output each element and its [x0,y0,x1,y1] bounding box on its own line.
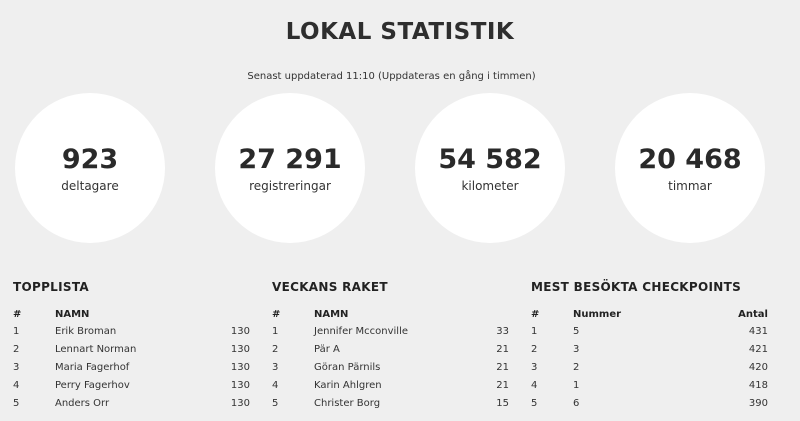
table-row [272,394,509,412]
number-cell: 6 [573,397,580,409]
stat-kilometers [415,93,565,243]
table-row [531,394,768,412]
table-header-row [531,306,768,322]
value-cell: 130 [230,379,250,391]
stat-value: 20 468 [638,143,742,175]
table-row [272,376,509,394]
rank-cell: 5 [531,397,538,409]
table-row [531,340,768,358]
stat-value: 54 582 [438,143,542,175]
count-cell: 431 [748,325,768,337]
page-title: LOKAL STATISTIK [285,19,515,45]
table-row [531,358,768,376]
table-row [13,358,250,376]
veckans-raket-heading: VECKANS RAKET [272,280,388,294]
count-cell: 420 [748,361,768,373]
table-row [13,394,250,412]
name-cell: Göran Pärnils [314,361,381,373]
stat-label: registreringar [249,178,331,193]
table-row [531,322,768,340]
value-cell: 15 [496,397,509,409]
number-cell: 3 [573,343,580,355]
rank-cell: 3 [531,361,538,373]
table-row [272,340,509,358]
column-header-rank: # [272,308,281,320]
rank-cell: 1 [272,325,279,337]
checkpoints-panel [531,280,768,412]
rank-cell: 5 [272,397,279,409]
rank-cell: 1 [13,325,20,337]
rank-cell: 3 [272,361,279,373]
value-cell: 21 [496,361,509,373]
table-row [531,376,768,394]
rank-cell: 4 [13,379,20,391]
topplista-table [13,306,250,412]
column-header-number: Nummer [573,308,622,320]
name-cell: Lennart Norman [55,343,137,355]
column-header-name: NAMN [55,308,90,320]
value-cell: 33 [496,325,509,337]
rank-cell: 2 [531,343,538,355]
stat-label: deltagare [61,178,119,193]
table-header-row [13,306,250,322]
column-header-count: Antal [738,308,768,320]
stat-label: kilometer [461,178,519,193]
column-header-value [469,306,509,322]
table-row [13,322,250,340]
value-cell: 130 [230,361,250,373]
name-cell: Perry Fagerhov [55,379,130,391]
name-cell: Pär A [314,343,340,355]
table-row [272,322,509,340]
count-cell: 390 [748,397,768,409]
column-header-value [210,306,250,322]
value-cell: 130 [230,343,250,355]
topplista-panel [13,280,250,412]
veckans-raket-table [272,306,509,412]
rank-cell: 2 [13,343,20,355]
table-row [13,376,250,394]
count-cell: 418 [748,379,768,391]
stat-value: 27 291 [238,143,342,175]
checkpoints-heading: MEST BESÖKTA CHECKPOINTS [531,280,742,294]
name-cell: Christer Borg [314,397,381,409]
value-cell: 130 [230,325,250,337]
topplista-heading: TOPPLISTA [13,280,89,294]
stat-participants [15,93,165,243]
checkpoints-table [531,306,768,412]
rank-cell: 1 [531,325,538,337]
rank-cell: 3 [13,361,20,373]
stat-registrations [215,93,365,243]
table-row [13,340,250,358]
number-cell: 5 [573,325,580,337]
stat-hours [615,93,765,243]
veckans-raket-panel [272,280,509,412]
name-cell: Jennifer Mcconville [314,325,409,337]
number-cell: 1 [573,379,580,391]
column-header-name: NAMN [314,308,349,320]
value-cell: 130 [230,397,250,409]
count-cell: 421 [748,343,768,355]
rank-cell: 4 [531,379,538,391]
number-cell: 2 [573,361,580,373]
name-cell: Erik Broman [55,325,117,337]
column-header-rank: # [531,308,540,320]
stat-value: 923 [61,143,119,175]
table-header-row [272,306,509,322]
column-header-rank: # [13,308,22,320]
name-cell: Karin Ahlgren [314,379,382,391]
name-cell: Maria Fagerhof [55,361,130,373]
table-row [272,358,509,376]
stat-label: timmar [668,178,712,193]
value-cell: 21 [496,379,509,391]
last-updated-text: Senast uppdaterad 11:10 (Uppdateras en gång i timmen) [247,71,536,82]
rank-cell: 2 [272,343,279,355]
name-cell: Anders Orr [55,397,110,409]
rank-cell: 5 [13,397,20,409]
rank-cell: 4 [272,379,279,391]
value-cell: 21 [496,343,509,355]
